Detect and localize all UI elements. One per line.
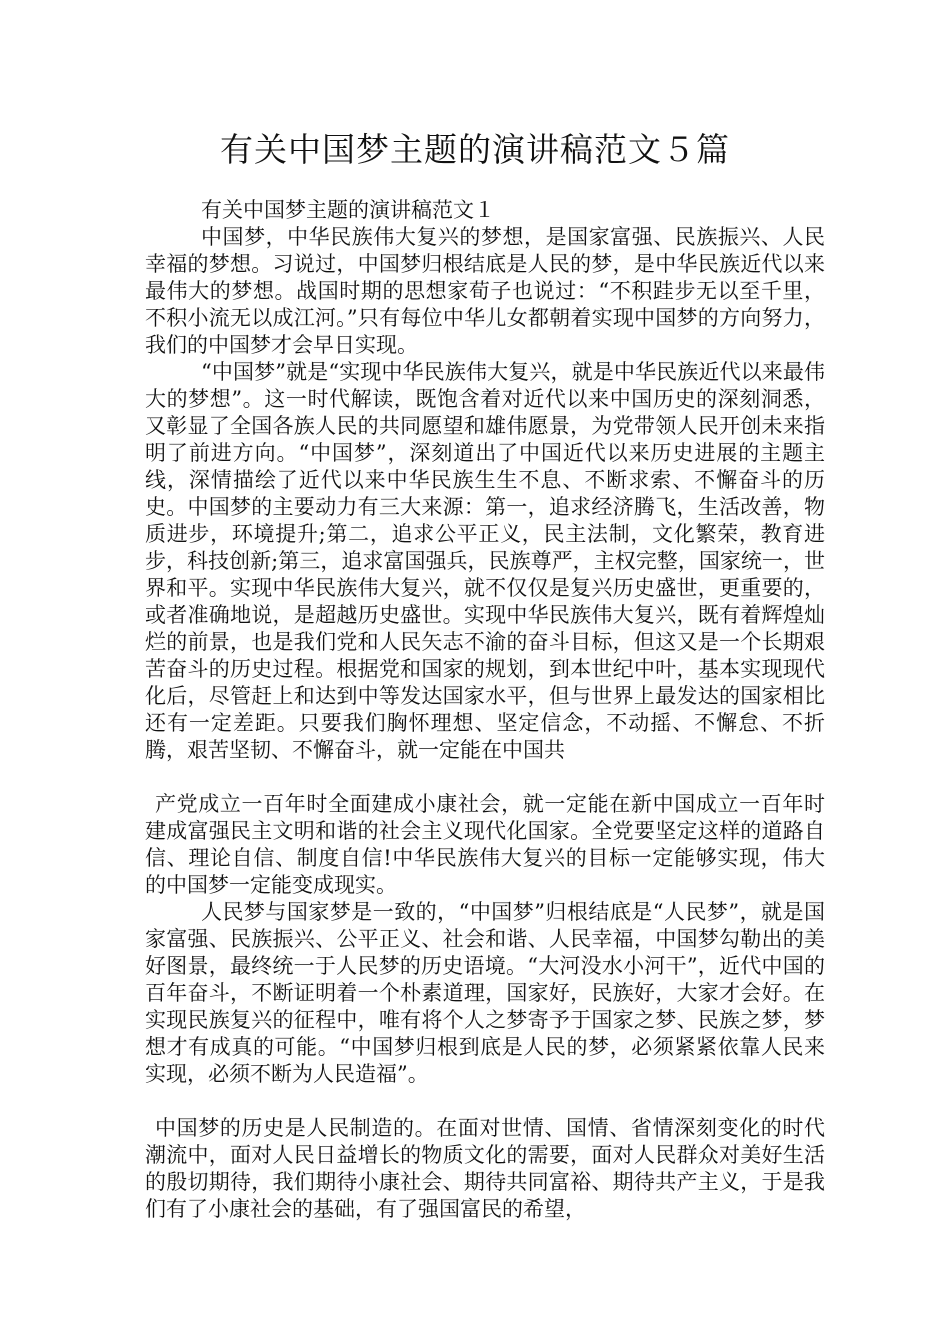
paragraph-4: 人民梦与国家梦是一致的，“中国梦”归根结底是“人民梦”，就是国家富强、民族振兴、公平正义、社会和谐、人民幸福，中国梦勾勒出的美好图景，最终统一于人民梦的历史语境。“大河没水小河干”，近代中国的百年奋斗，不断证明着一个朴素道理，国家好，民族好，大家才会好。在实现民族复兴的征程中，唯有将个人之梦寄予于国家之梦、民族之梦，梦想才有成真的可能。“中国梦归根到底是人民的梦，必须紧紧依靠人民来实现，必须不断为人民造福”。 (145, 900, 825, 1086)
paragraph-1: 中国梦，中华民族伟大复兴的梦想，是国家富强、民族振兴、人民幸福的梦想。习说过，中国梦归根结底是人民的梦，是中华民族近代以来最伟大的梦想。战国时期的思想家荀子也说过：“不积跬步无以至千里，不积小流无以成江河。”只有每位中华儿女都朝着实现中国梦的方向努力，我们的中国梦才会早日实现。 (145, 225, 825, 357)
document-title: 有关中国梦主题的演讲稿范文５篇 (220, 130, 730, 169)
paragraph-3: 产党成立一百年时全面建成小康社会，就一定能在新中国成立一百年时建成富强民主文明和谐的社会主义现代化国家。全党要坚定这样的道路自信、理论自信、制度自信!中华民族伟大复兴的目标一定能够实现，伟大的中国梦一定能变成现实。 (145, 792, 825, 897)
paragraph-2: “中国梦”就是“实现中华民族伟大复兴，就是中华民族近代以来最伟大的梦想”。这一时代解读，既饱含着对近代以来中国历史的深刻洞悉，又彰显了全国各族人民的共同愿望和雄伟愿景，为党带领人民开创未来指明了前进方向。“中国梦”，深刻道出了中国近代以来历史进展的主题主线，深情描绘了近代以来中华民族生生不息、不断求索、不懈奋斗的历史。中国梦的主要动力有三大来源：第一，追求经济腾飞，生活改善，物质进步，环境提升;第二，追求公平正义，民主法制，文化繁荣，教育进步，科技创新;第三，追求富国强兵，民族尊严，主权完整，国家统一，世界和平。实现中华民族伟大复兴，就不仅仅是复兴历史盛世，更重要的，或者准确地说，是超越历史盛世。实现中华民族伟大复兴，既有着辉煌灿烂的前景，也是我们党和人民矢志不渝的奋斗目标，但这又是一个长期艰苦奋斗的历史过程。根据党和国家的规划，到本世纪中叶，基本实现现代化后，尽管赶上和达到中等发达国家水平，但与世界上最发达的国家相比还有一定差距。只要我们胸怀理想、坚定信念，不动摇、不懈怠、不折腾，艰苦坚韧、不懈奋斗，就一定能在中国共 (145, 360, 825, 762)
page-break-gap (145, 764, 825, 791)
document-body (145, 197, 825, 1223)
page-break-gap (145, 1088, 825, 1115)
document-subtitle: 有关中国梦主题的演讲稿范文１ (201, 198, 495, 222)
paragraph-5: 中国梦的历史是人民制造的。在面对世情、国情、省情深刻变化的时代潮流中，面对人民日益增长的物质文化的需要，面对人民群众对美好生活的殷切期待，我们期待小康社会、期待共同富裕、期待共产主义，于是我们有了小康社会的基础，有了强国富民的希望， (145, 1116, 825, 1221)
